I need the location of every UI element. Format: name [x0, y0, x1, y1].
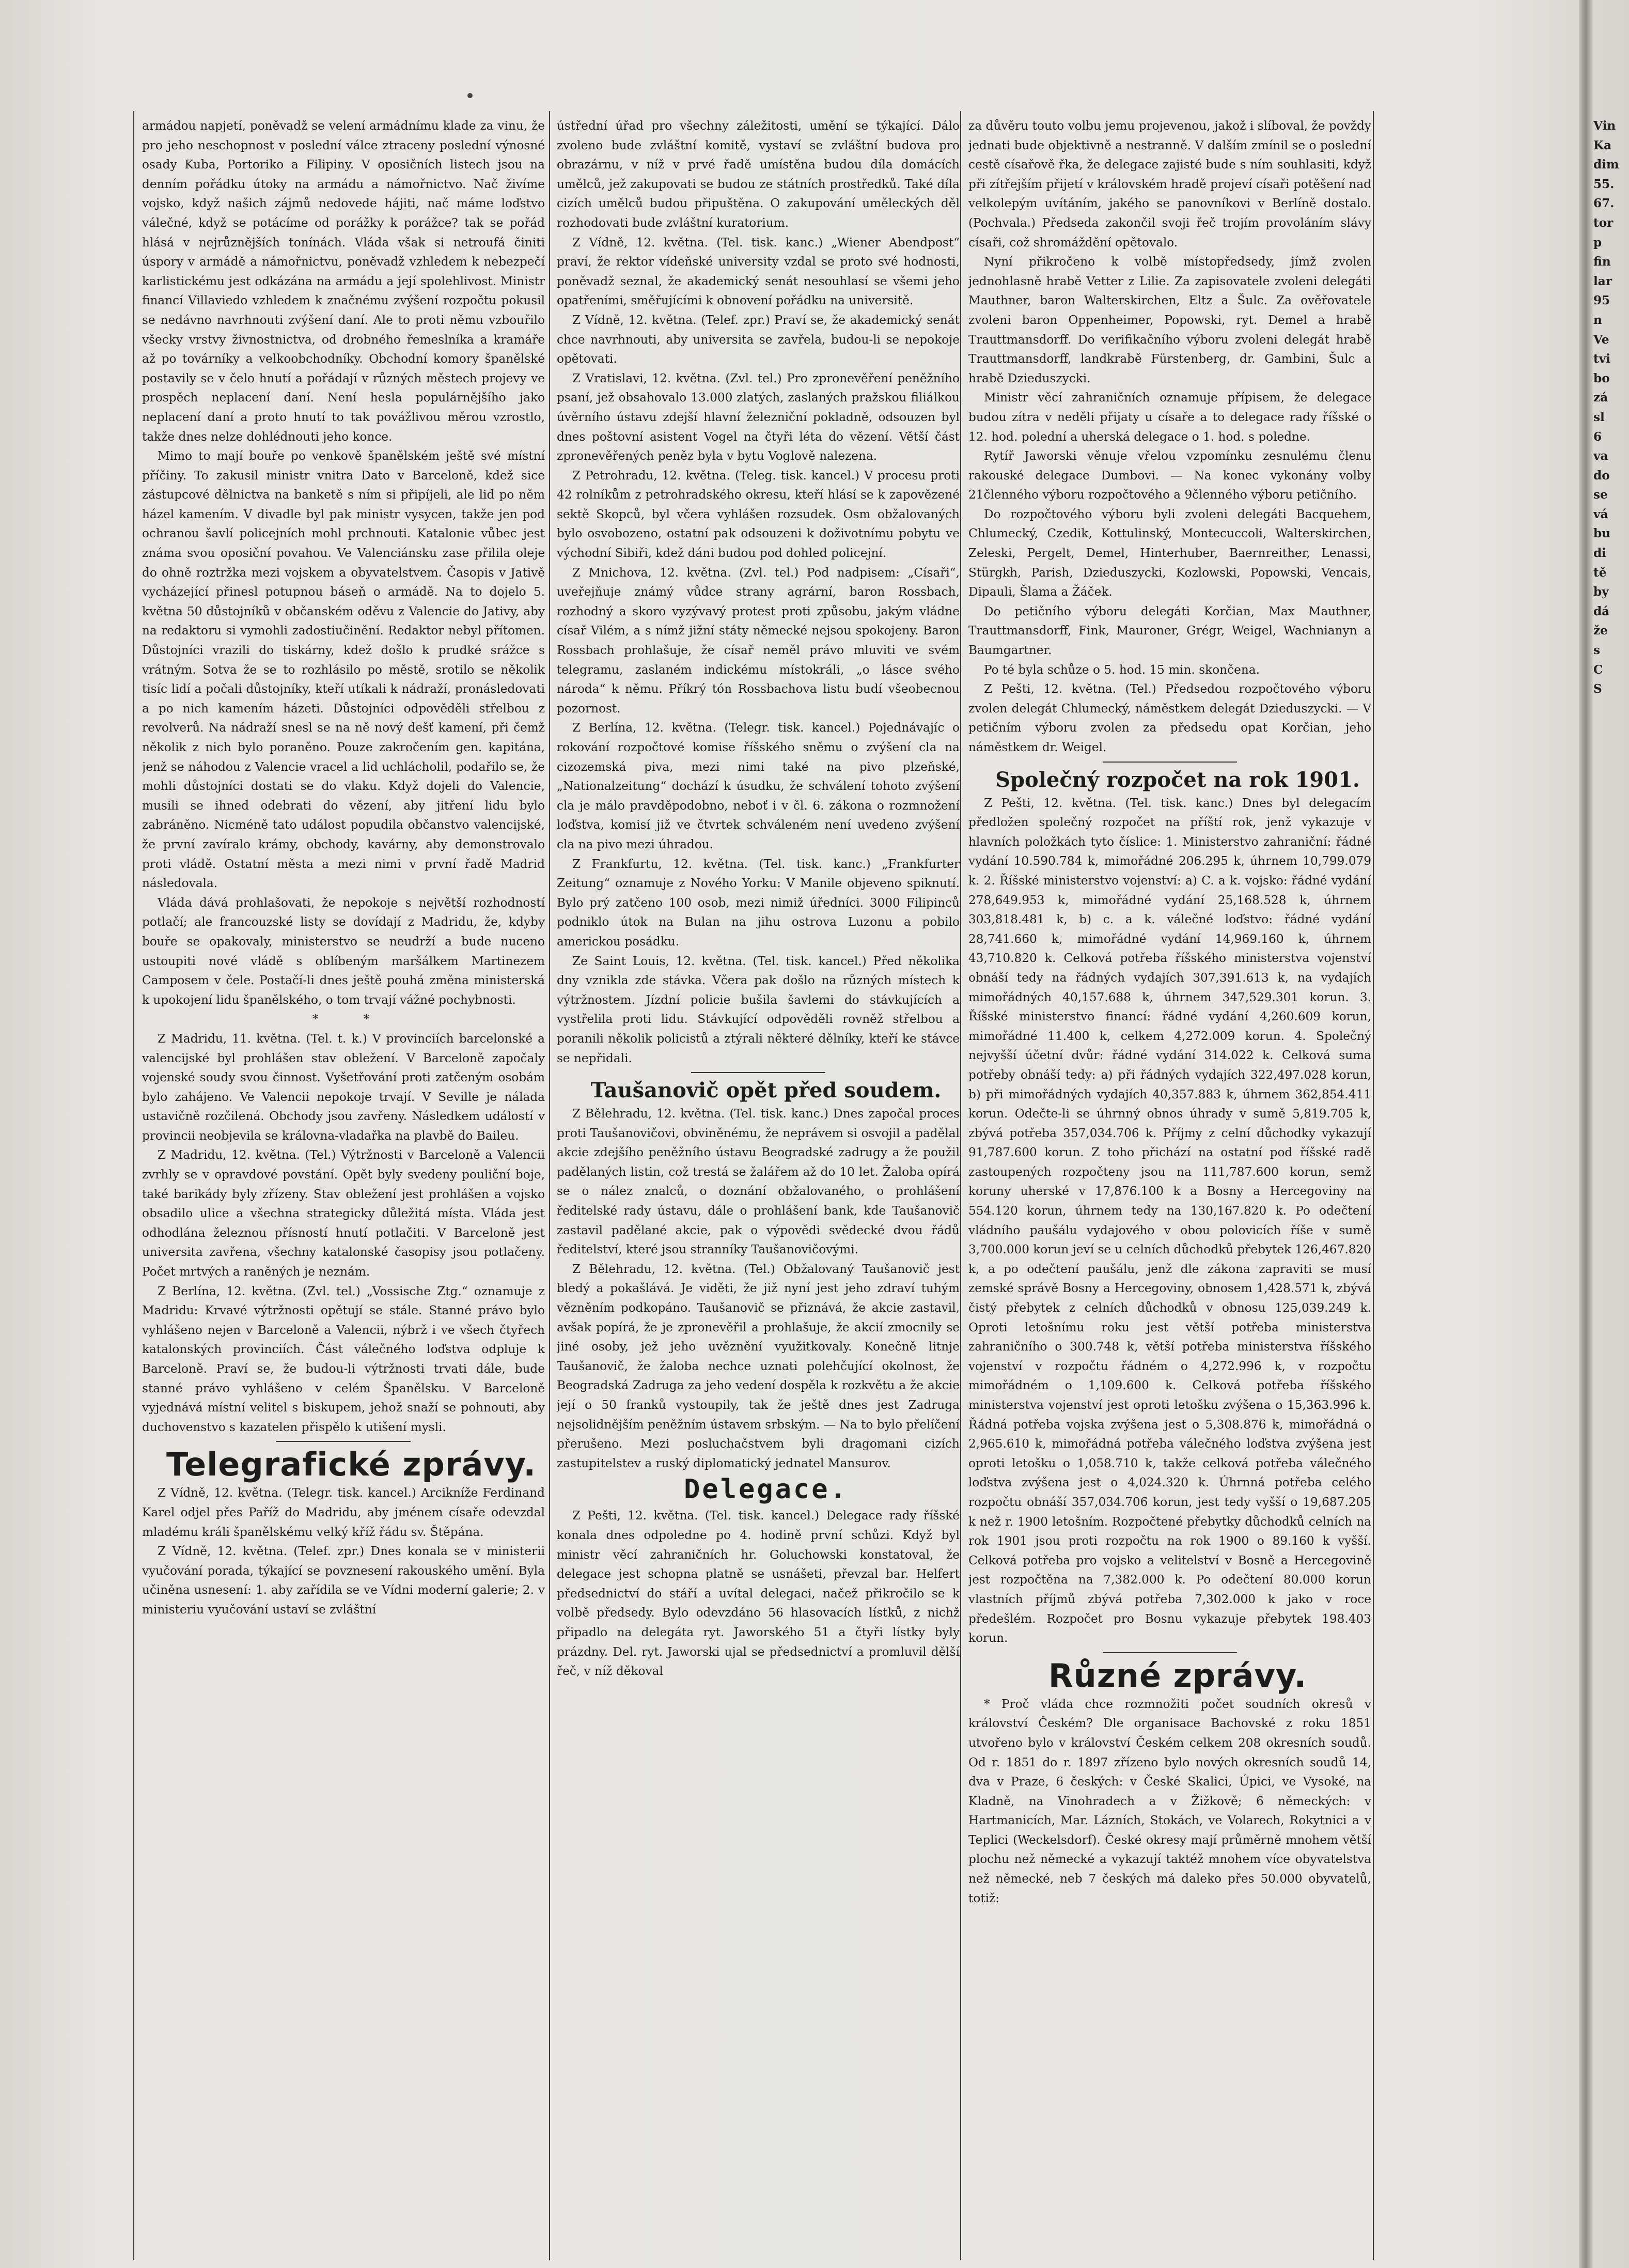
edge-fragment: tě [1593, 565, 1607, 580]
edge-fragment: tor [1593, 215, 1614, 230]
column-rule [960, 111, 961, 2260]
news-item: Z Vratislavi, 12. května. (Zvl. tel.) Pro zpronevěření peněžního psaní, jež obsahovalo 13.000 zlatých, zaslaných pražskou filiálkou úvěrního ústavu zdejší hlavní železniční pokladně, odsouzen byl dnes poštovní asistent Vogel na čtyři léta do vězení. Větší část zpronevěřených peněz byla v bytu Voglově nalezena. [557, 371, 960, 463]
edge-fragment: C [1593, 662, 1603, 677]
article-paragraph: Do rozpočtového výboru byli zvoleni delegáti Bacquehem, Chlumecký, Czedik, Kottulinský, Montecuccoli, Walterskirchen, Zeleski, Pergelt, Demel, Hinterhuber, Baernreither, Lenassi, Stürgkh, Parish, Dzieduszycki, Kozlowski, Popowski, Vencais, Dipauli, Šlama a Žáček. [968, 507, 1371, 599]
news-item: Z Berlína, 12. května. (Telegr. tisk. kancel.) Pojednávajíc o rokování rozpočtové komise říšského sněmu o zvýšení cla na cizozemská piva, mezi nimi také na pivo plzeňské, „Nationalzeitung“ dochází k úsudku, že schválení tohoto zvýšení cla je málo pravděpodobno, neboť i v čl. 6. zákona o rozmnožení loďstva, komisí již ve čtvrtek schváleném není uvedeno zvýšení cla na pivo mezi úhradou. [557, 721, 960, 851]
edge-fragment: dá [1593, 604, 1610, 618]
article-paragraph: Nyní přikročeno k volbě místopředsedy, jímž zvolen jednohlasně hrabě Vetter z Lilie. Za zapisovatele zvoleni delegáti Mauthner, baron Walterskirchen, Eltz a Šulc. Za ověřovatele zvoleni baron Oppenheimer, Popowski, ryt. Demel a hrabě Trauttmansdorff. Do verifikačního výboru zvoleni delegát hrabě Trauttmansdorff, landkrabě Fürstenberg, dr. Gambini, Šulc a hrabě Dzieduszycki. [968, 255, 1371, 385]
edge-fragment: že [1593, 624, 1608, 638]
news-item: Z Bělehradu, 12. května. (Tel.) Obžalovaný Taušanovič jest bledý a pokašlává. Je viděti, že již nyní jest jeho zdraví tuhým vězněním podkopáno. Taušanovič se přiznává, že akcie zastavil, avšak popírá, že je zpronevěřil a prohlašuje, že akcií zmocnily se jiné osoby, jež jeho uvěznění využitkovaly. Konečně litnje Taušanovič, že žaloba nechce uznati polehčující okolnost, že Beogradská Zadruga za jeho vedení dospěla k rozkvětu a že akcie její o 50 franků vystoupily, tak že ještě dnes jest Zadruga nejsolidnějším peněžním ústavem srbským. — Na to bylo přelíčení přerušeno. Mezi posluchačstvem byli dragomani cizích zastupitelstev a ruský diplomatický jednatel Mansurov. [557, 1262, 960, 1470]
article-paragraph: Po té byla schůze o 5. hod. 15 min. skončena. [984, 662, 1260, 677]
divider [691, 1072, 825, 1073]
section-separator: * * [312, 1012, 390, 1027]
news-item: * Proč vláda chce rozmnožiti počet soudních okresů v království Českém? Dle organisace Bachovské z roku 1851 utvořeno bylo v království Českém celkem 208 okresních soudů. Od r. 1851 do r. 1897 zřízeno bylo nových okresních soudů 14, dva v Praze, 6 českých: v České Skalici, Úpici, ve Vysoké, na Kladně, na Vinohradech a v Žižkově; 6 německých: v Hartmanicích, Mar. Lázních, Stokách, ve Volarech, Rokytnici a v Teplici (Weckelsdorf). České okresy mají průměrně mnohem větší plochu než německé a vykazují taktéž mnohem více obyvatelstva než německé, neb 7 českých má daleko přes 50.000 obyvatelů, totiž: [968, 1697, 1371, 1905]
news-item: Z Vídně, 12. května. (Telef. zpr.) Praví se, že akademický senát chce navrhnouti, aby universita se zavřela, budou-li se nepokoje opětovati. [557, 313, 960, 366]
article-paragraph: Vláda dává prohlašovati, že nepokoje s největší rozhodností potlačí; ale francouzské listy se dovídají z Madridu, že, kdyby bouře se opakovaly, ministerstvo se neudrží a bude nuceno ustoupiti nové vládě s oblíbeným maršálkem Martinezem Camposem v čele. Postačí-li dnes ještě pouhá změna ministerská k upokojení lidu španělského, o tom trvají vážné pochybnosti. [142, 895, 545, 1007]
news-item: Ze Saint Louis, 12. května. (Tel. tisk. kancel.) Před několika dny vznikla zde stávka. Včera pak došlo na různých místech k výtržnostem. Jízdní policie bušila šavlemi do stávkujících a vystřelila proti lidu. Stávkující odpověděli rovněž střelbou a poranili několik policistů a ztýrali některé dělníky, kteří ke stávce se nepřidali. [557, 954, 960, 1065]
edge-fragment: Ve [1593, 332, 1609, 347]
edge-fragment: vá [1593, 507, 1608, 521]
article-paragraph: za důvěru touto volbu jemu projevenou, jakož i slíboval, že povždy jednati bude objektivně a nestranně. V dalším zmínil se o poslední cestě císařově řka, že delegace zajisté bude s ním souhlasiti, když při zítřejším přijetí v královském hradě projeví císaři potěšení nad velkolepým uvítáním, jakého se panovníkovi v Berlíně dostalo. (Pochvala.) Předseda zakončil svoji řeč trojím provoláním slávy císaři, což shromáždění opětovalo. [968, 119, 1371, 250]
ink-dot [467, 93, 473, 98]
column-2 [557, 116, 960, 2245]
edge-fragment: 67. [1593, 196, 1615, 211]
divider [1103, 762, 1237, 763]
section-headline: Taušanovič opět před soudem. [590, 1078, 942, 1103]
section-headline: Telegrafické zprávy. [166, 1446, 536, 1484]
news-item: Z Madridu, 12. května. (Tel.) Výtržnosti v Barceloně a Valencii zvrhly se v opravdové povstání. Opět byly svedeny pouliční boje, také barikády byly zřízeny. Stav obležení jest prohlášen a vojsko obsadilo ulice a všechna strategicky důležitá místa. Vláda jest odhodlána železnou přísností hnutí potlačiti. V Barceloně jest universita zavřena, všechny katalonské časopisy jsou potlačeny. Počet mrtvých a raněných je neznám. [142, 1148, 545, 1279]
edge-fragment: 6 [1593, 429, 1602, 444]
article-paragraph: Mimo to mají bouře po venkově španělském ještě své místní příčiny. To zakusil ministr vnitra Dato v Barceloně, kdež sice zástupcové dělnictva na banketě s ním si připíjeli, ale lid po něm házel kamením. V divadle byl pak ministr vysycen, takže jen pod ochranou šavlí policejních mohl prchnouti. Katalonie vůbec jest známa svou oposiční povahou. Ve Valenciánsku zase přilila oleje do ohně roztržka mezi vojskem a obyvatelstvem. Časopis v Jativě vycházející přinesl potupnou báseň o armádě. Na to dojelo 5. května 50 důstojníků v občanském oděvu z Valencie do Jativy, aby na redaktoru si vymohli zadostiučinění. Redaktor nebyl přítomen. Důstojníci vrazili do tiskárny, kdež došlo k prudké srážce s vrátným. Sotva že se to rozhlásilo po městě, srotilo se několik tisíc lidí a počali důstojníky, kteří utíkali k nádraží, pronásledovati a po nich kamením házeti. Důstojníci odpověděli střelbou z revolverů. Na nádraží snesl se na ně nový dešť kamení, při čemž několik z nich bylo poraněno. Pouze zakročením gen. kapitána, jenž se náhodou z Valencie vracel a lid uchlácholil, podařilo se, že mohli důstojníci dostati se do vlaku. Když dojeli do Valencie, musili se ihned odebrati do vězení, aby jitření lidu bylo zabráněno. Nicméně tato událost popudila občanstvo valencijské, že první zavíralo krámy, obchody, kavárny, aby demonstrovalo proti vládě. Ostatní města a mezi nimi v první řadě Madrid následovala. [142, 449, 545, 891]
news-item: Z Vídně, 12. května. (Telegr. tisk. kancel.) Arcikníže Ferdinand Karel odjel přes Paříž do Madridu, aby jménem císaře odevzdal mladému králi španělskému velký kříž řádu sv. Štěpána. [142, 1486, 545, 1539]
article-paragraph: Do petičního výboru delegáti Korčian, Max Mauthner, Trauttmansdorff, Fink, Mauroner, Grégr, Weigel, Wachnianyn a Baumgartner. [968, 604, 1371, 658]
edge-fragment: va [1593, 449, 1608, 463]
news-item: Z Bělehradu, 12. května. (Tel. tisk. kanc.) Dnes započal proces proti Taušanovičovi, obviněnému, že neprávem si osvojil a padělal akcie zdejšího peněžního ústavu Beogradské zadrugy a že použil padělaných listin, což trestá se žalářem až do 10 let. Žaloba opírá se o nález znalců, o doznání obžalovaného, o prohlášení ředitelské rady ústavu, dále o prohlášení bank, kde Taušanovič zastavil padělané akcie, pak o výpovědi svědecké dvou řádů ředitelství, které jsou stranníky Taušanovičovými. [557, 1107, 960, 1257]
edge-fragment: zá [1593, 391, 1608, 405]
article-paragraph: Ministr věcí zahraničních oznamuje přípisem, že delegace budou zítra v neděli přijaty u císaře a to delegace rady říšské o 12. hod. polední a uherská delegace o 1. hod. s poledne. [968, 391, 1371, 444]
edge-fragment: sl [1593, 410, 1605, 424]
edge-fragment: fin [1593, 255, 1611, 269]
page-fold [1579, 0, 1593, 2268]
edge-fragment: se [1593, 488, 1608, 502]
news-item: Z Berlína, 12. května. (Zvl. tel.) „Vossische Ztg.“ oznamuje z Madridu: Krvavé výtržnosti opětují se stále. Stanné právo bylo vyhlášeno nejen v Barceloně a Valencii, nýbrž i ve všech čtyřech katalonských provinciích. Část válečného loďstva odpluje k Barceloně. Praví se, že budou-li výtržnosti trvati dále, bude stanné právo vyhlášeno v celém Španělsku. V Barceloně vyjednává místní velitel s biskupem, jehož snaží se pohnouti, aby duchovenstvo s kazatelen přispělo k utišení mysli. [142, 1284, 545, 1434]
column-rule [549, 111, 550, 2260]
section-headline: Různé zprávy. [1048, 1656, 1307, 1695]
column-3 [968, 116, 1371, 2245]
column-rule [1373, 111, 1374, 2260]
column-rule [133, 111, 134, 2260]
edge-fragment: do [1593, 468, 1610, 483]
edge-fragment: p [1593, 235, 1602, 250]
news-item: Z Mnichova, 12. května. (Zvl. tel.) Pod nadpisem: „Císaři“, uveřejňuje známý vůdce strany agrární, baron Rossbach, rozhodný a skoro vyzývavý protest proti způsobu, jakým vládne císař Vilém, a s nímž jižní státy německé nejsou spokojeny. Baron Rossbach prohlašuje, že císař neměl právo mluviti ve svém telegramu, zaslaném indickému místokráli, „o lásce svého národa“ k němu. Příkrý tón Rossbachova listu budí všeobecnou pozornost. [557, 565, 960, 716]
news-item: Z Vídně, 12. května. (Telef. zpr.) Dnes konala se v ministerii vyučování porada, týkající se povznesení rakouského umění. Byla učiněna usnesení: 1. aby zařídila se ve Vídni moderní galerie; 2. v ministeriu vyučování ustaví se zvláštní [142, 1544, 545, 1617]
edge-fragment: bo [1593, 371, 1610, 385]
edge-fragment: s [1593, 643, 1601, 658]
edge-fragment: di [1593, 546, 1607, 561]
news-item: Z Pešti, 12. května. (Tel.) Předsedou rozpočtového výboru zvolen delegát Chlumecký, náměstkem delegát Dzieduszycki. — V petičním výboru zvolen za předsedu opat Korčian, jeho náměstkem dr. Weigel. [968, 682, 1371, 754]
edge-fragment: by [1593, 585, 1609, 599]
edge-fragment: S [1593, 682, 1602, 696]
news-item: Z Madridu, 11. května. (Tel. t. k.) V provinciích barcelonské a valencijské byl prohlášen stav obležení. V Barceloně započaly vojenské soudy svou činnost. Vyšetřování proti zatčeným osobám bylo zahájeno. Ve Valencii nepokoje trvají. V Seville je nálada ustavičně rozčilená. Obchody jsou zavřeny. Následkem událostí v provincii neobjevila se královna-vladařka na plavbě do Baileu. [142, 1031, 545, 1143]
article-paragraph: ústřední úřad pro všechny záležitosti, umění se týkající. Dálo zvoleno bude zvláštní komitě, vystaví se zvláštní budova pro obrazárnu, v níž v prvé řadě umístěna budou díla domácích umělců, jež zakupovati se budou ze státních prostředků. Také díla cizích umělců budou připuštěna. O zakupování uměleckých děl rozhodovati bude zvláštní kuratorium. [557, 119, 960, 230]
news-item: Z Pešti, 12. května. (Tel. tisk. kanc.) Dnes byl delegacím předložen společný rozpočet na příští rok, jenž vykazuje v hlavních položkách tyto číslice: 1. Ministerstvo zahraniční: řádné vydání 10.590.784 k, mimořádné 206.295 k, úhrnem 10,799.079 k. 2. Říšské ministerstvo vojenství: a) C. a k. vojsko: řádné vydání 278,649.953 k, mimořádné vydání 25,168.528 k, úhrnem 303,818.481 k, b) c. a k. válečné loďstvo: řádné vydání 28,741.660 k, mimořádné vydání 14,969.160 k, úhrnem 43,710.820 k. Celková potřeba říšského ministerstva vojenství obnáší tedy na řádných vydajích 307,391.613 k, na vydajích mimořádných 40,157.688 k, úhrnem 347,529.301 korun. 3. Říšské ministerstvo financí: řádné vydání 4,260.609 korun, mimořádné 11.400 k, celkem 4,272.009 korun. 4. Společný nejvyšší účetní dvůr: řádné vydání 314.022 k. Celková suma potřeby obnáší tedy: a) při řádných vydajích 322,497.028 korun, b) při mimořádných vydajích 40,357.883 k, úhrnem 362,854.411 korun. Odečte-li se úhrnný obnos úhrady v sumě 5,819.705 k, zbývá potřeba 357,034.706 k. Příjmy z celní důchodky vykazují 91,787.600 korun. Z toho přichází na ostatní pod říšské radě zastoupených rozpočteny jsou na 111,787.600 korun, semž koruny uherské v 17,876.100 k a Bosny a Hercegoviny na 554.120 korun, úhrnem tedy na 130,167.820 k. Po odečtení vládního paušálu vydajového v obou polovicích říše v sumě 3,700.000 korun jeví se u celních důchodků přebytek 126,467.820 k, a po odečtení paušálu, jenž dle zákona zapraviti se musí zemské správě Bosny a Hercegoviny, obnosem 1,428.571 k, zbývá čistý přebytek z celních důchodků v obnosu 125,039.249 k. Oproti letošnímu roku jest větší potřeba ministerstva zahraničního o 300.748 k, větší potřeba ministerstva říšského vojenství v rozpočtu řádném o 4,272.996 k, v rozpočtu mimořádném o 1,109.600 k. Celková potřeba říšského ministerstva vojenství jest oproti letošku zvýšena o 15,363.996 k. Řádná potřeba vojska zvýšena jest o 5,308.876 k, mimořádná o 2,965.610 k, mimořádná potřeba válečného loďstva zvýšena jest oproti letošku o 1,058.710 k, takže celková potřeba válečného loďstva zvýšena jest o 4,024.320 k. Úhrnná potřeba celého rozpočtu obnáší 357,034.706 korun, jest tedy vyšší o 19,687.205 k než r. 1900 letošním. Rozpočtené přebytky důchodků celních na rok 1901 jsou proti rozpočtu na rok 1900 o 89.160 k vyšší. Celková potřeba pro vojsko a velitelství v Bosně a Hercegovině jest rozpočtěna na 7,382.000 k. Po odečtení 80.000 korun vlastních příjmů zbývá potřeba 7,302.000 k jako v roce předešlém. Rozpočet pro Bosnu vykazuje přebytek 198.403 korun. [968, 796, 1371, 1645]
edge-fragment: bu [1593, 526, 1611, 541]
edge-fragment: n [1593, 313, 1602, 327]
section-headline: Delegace. [684, 1474, 848, 1505]
column-1 [142, 116, 545, 2245]
section-headline: Společný rozpočet na rok 1901. [995, 767, 1360, 792]
article-paragraph: Rytíř Jaworski věnuje vřelou vzpomínku zesnulému členu rakouské delegace Dumbovi. — Na konec vykonány volby 21členného výboru rozpočtového a 9členného výboru petičního. [968, 449, 1371, 502]
article-paragraph: armádou napjetí, poněvadž se velení armádnímu klade za vinu, že pro jeho neschopnost v poslední válce ztraceny poslední výnosné osady Kuba, Portoriko a Filipiny. V oposičních listech jsou na denním pořádku útoky na armádu a námořnictvo. Nač živíme vojsko, když našich zájmů nedovede hájiti, nač máme loďstvo válečné, když se potácíme od porážky k porážce? tak se pořád hlásá v nejrůznějších tonínách. Vláda však si netroufá činiti úspory v armádě a námořnictvu, poněvadž vzhledem k nebezpečí karlistickému jest odkázána na armádu a její spolehlivost. Ministr financí Villaviedo vzhledem k značnému zvýšení rozpočtu pokusil se nedávno navrhnouti zvýšení daní. Ale to proti němu vzbouřilo všecky vrstvy živnostnictva, od drobného řemeslníka a kramáře až po továrníky a velkoobchodníky. Obchodní komory španělské postavily se v čelo hnutí a pořádají v různých městech projevy ve prospěch neplacení daní. Není hesla populárnějšího jako neplacení daní a proto hnutí to tak povážlivou měrou vzrostlo, takže dnes nelze dohlédnouti jeho konce. [142, 119, 545, 444]
edge-fragment: 55. [1593, 177, 1615, 191]
news-item: Z Frankfurtu, 12. května. (Tel. tisk. kanc.) „Frankfurter Zeitung“ oznamuje z Nového Yorku: V Manile objeveno spiknutí. Bylo prý zatčeno 100 osob, mezi nimiž úředníci. 3000 Filipinců podniklo útok na Bulan na jihu ostrova Luzonu a pobilo americkou posádku. [557, 857, 960, 949]
facing-page-edge [1593, 116, 1629, 2183]
edge-fragment: 95 [1593, 293, 1610, 308]
divider [1103, 1652, 1237, 1653]
news-item: Z Vídně, 12. května. (Tel. tisk. kanc.) „Wiener Abendpost“ praví, že rektor vídeňské university vzdal se proto své hodnosti, poněvadž seznal, že akademický senát nesouhlasí se všemi jeho opatřeními, směřujícími k obnovení pořádku na universitě. [557, 235, 960, 308]
edge-fragment: tvi [1593, 352, 1610, 366]
edge-fragment: Ka [1593, 138, 1612, 152]
edge-fragment: Vin [1593, 119, 1616, 133]
edge-fragment: dim [1593, 158, 1619, 172]
news-item: Z Pešti, 12. května. (Tel. tisk. kancel.) Delegace rady říšské konala dnes odpoledne po 4. hodině první schůzi. Když byl ministr věcí zahraničních hr. Goluchowski konstatoval, že delegace jest schopna platně se usnášeti, převzal bar. Helfert předsednictví do stáří a uvítal delegaci, načež přikročilo se k volbě předsedy. Bylo odevzdáno 56 hlasovacích lístků, z nichž připadlo na delegáta ryt. Jaworského 51 a čtyři lístky byly prázdny. Del. ryt. Jaworski ujal se předsednictví a promluvil dělší řeč, v níž děkoval [557, 1509, 960, 1679]
edge-fragment: lar [1593, 274, 1612, 288]
divider [276, 1441, 411, 1442]
news-item: Z Petrohradu, 12. května. (Teleg. tisk. kancel.) V procesu proti 42 rolníkům z petrohradského okresu, kteří hlásí se k zapovězené sektě Skopců, byl včera vyhlášen rozsudek. Osm obžalovaných bylo osvobozeno, ostatní pak odsouzeni k doživotnímu pobytu ve východní Sibiři, kdež dáni budou pod dohled policejní. [557, 468, 960, 561]
